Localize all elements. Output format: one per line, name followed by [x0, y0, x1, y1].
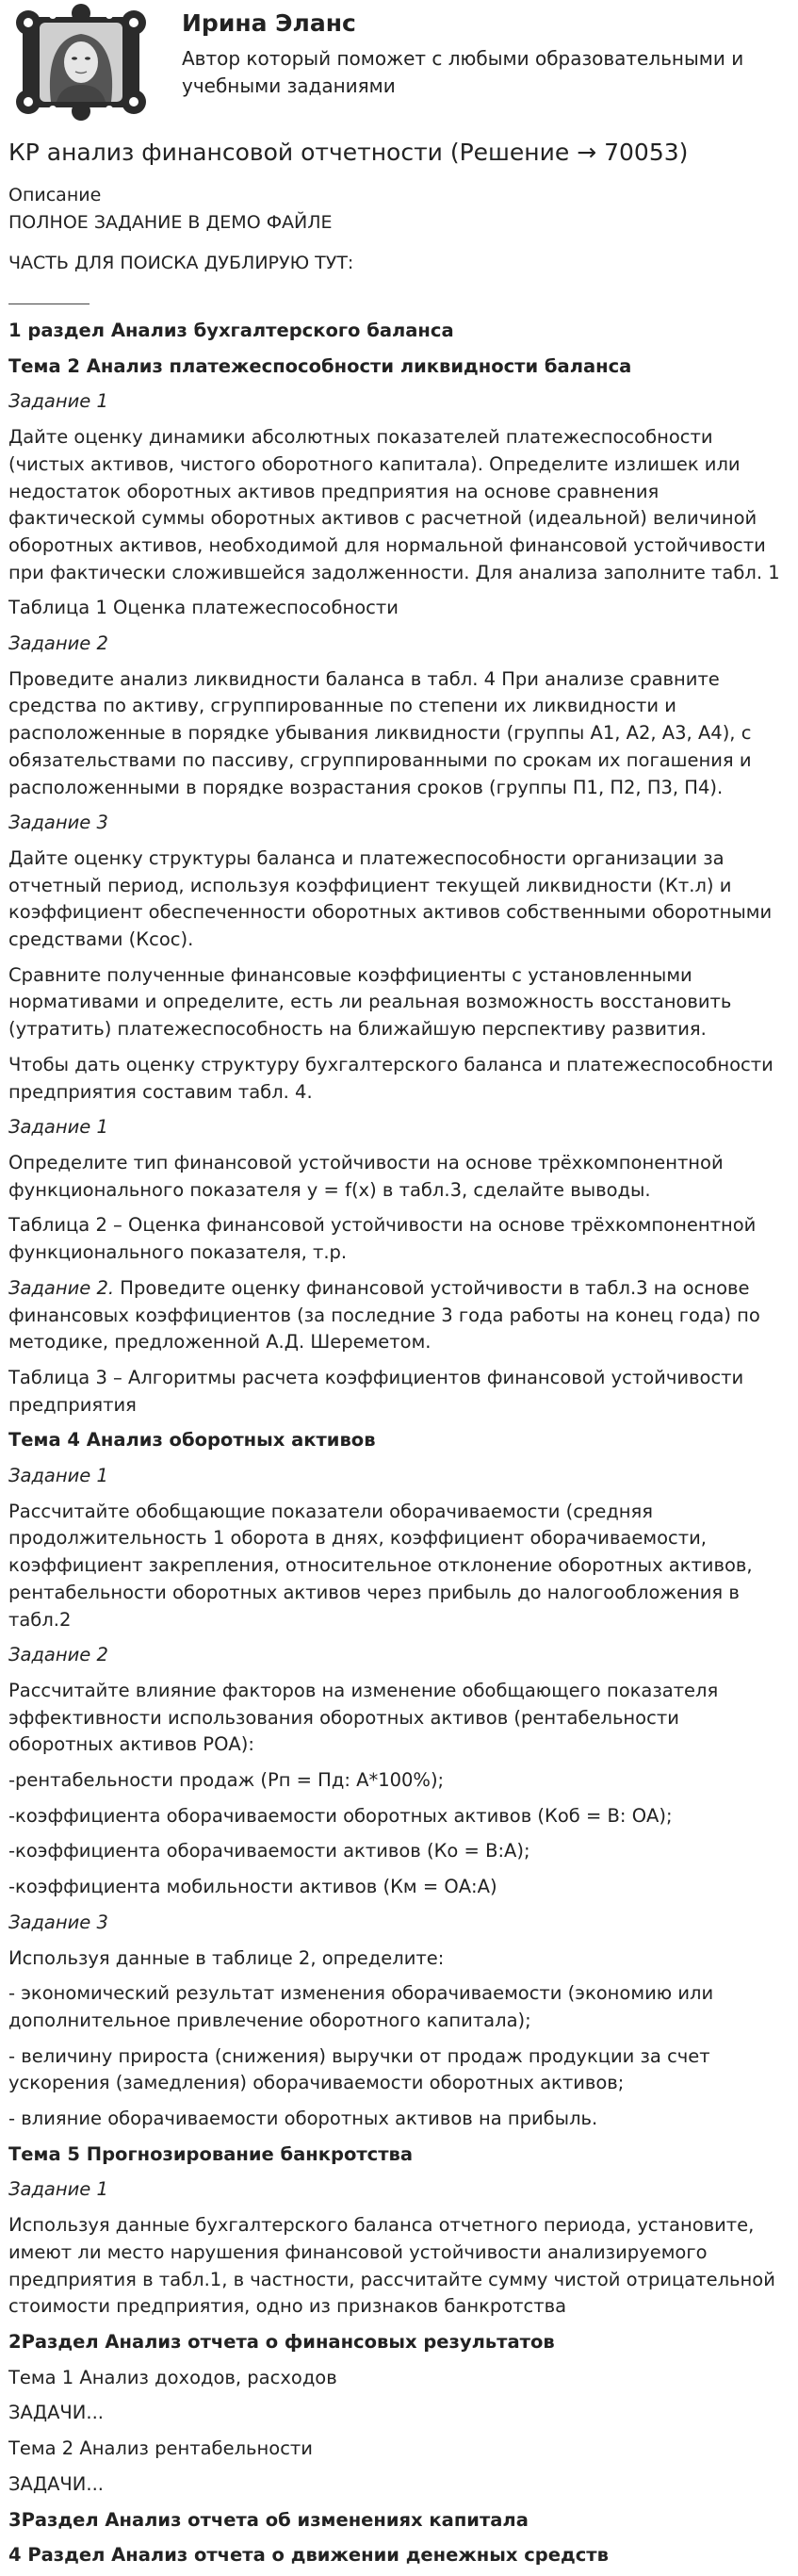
task-paragraph: - величину прироста (снижения) выручки от продаж продукции за счет ускорения (замедления) оборачиваемости оборотных активов; — [8, 2044, 710, 2094]
section-heading: 3Раздел Анализ отчета об изменениях капитала — [8, 2508, 529, 2531]
task-paragraph: Таблица 1 Оценка платежеспособности — [8, 597, 399, 619]
section-heading: Тема 4 Анализ оборотных активов — [8, 1429, 376, 1452]
task-paragraph: ЗАДАЧИ... — [8, 2402, 104, 2424]
full-task-note: ПОЛНОЕ ЗАДАНИЕ В ДЕМО ФАЙЛЕ — [8, 212, 333, 233]
title-spacer — [8, 169, 790, 182]
task-label: Задание 2. — [8, 1276, 115, 1299]
task-paragraph: Дайте оценку динамики абсолютных показателей платежеспособности (чистых активов, чистого оборотного капитала). Определите излишек или недостаток оборотных активов предприятия на основе сравнения фактической суммы оборотных активов с расчетной (идеальной) величиной оборотных активов, необходимой для нормальной финансовой устойчивости при фактически сложившейся задолженности. Для анализа заполните табл. 1 — [8, 426, 780, 583]
task-label: Задание 3 — [8, 1911, 108, 1933]
task-paragraph: -коэффициента мобильности активов (Км = ОА:А) — [8, 1876, 497, 1898]
description-label: Описание — [8, 185, 102, 205]
section-heading: Тема 2 Анализ платежеспособности ликвидности баланса — [8, 354, 632, 377]
section-heading: 2Раздел Анализ отчета о финансовых результатов — [8, 2331, 555, 2353]
task-paragraph: Рассчитайте влияние факторов на изменение обобщающего показателя эффективности использования оборотных активов (рентабельности оборотных активов РОА): — [8, 1679, 719, 1756]
task-paragraph: Чтобы дать оценку структуру бухгалтерского баланса и платежеспособности предприятия составим табл. 4. — [8, 1053, 774, 1103]
task-label: Задание 1 — [8, 2178, 108, 2201]
task-label: Задание 1 — [8, 1116, 108, 1139]
task-paragraph: Рассчитайте обобщающие показатели оборачиваемости (средняя продолжительность 1 оборота в днях, коэффициент оборачиваемости, коэффициент закрепления, относительное отклонение оборотных активов, рентабельности оборотных активов через прибыль до налогообложения в табл.2 — [8, 1500, 753, 1631]
task-paragraph: Дайте оценку структуры баланса и платежеспособности организации за отчетный период, используя коэффициент текущей ликвидности (Кт.л) и коэффициент обеспеченности оборотных активов собственными оборотными средствами (Ксос). — [8, 846, 773, 951]
task-paragraph: Используя данные бухгалтерского баланса отчетного периода, установите, имеют ли место нарушения финансовой устойчивости анализируемого предприятия в табл.1, в частности, рассчитайте сумму чистой отрицательной стоимости предприятия, одно из признаков банкротства — [8, 2214, 775, 2318]
task-text: Проведите оценку финансовой устойчивости в табл.3 на основе финансовых коэффициентов (за последние 3 года работы на конец года) по методике, предложенной А.Д. Шереметом. — [8, 1276, 760, 1354]
task-label: Задание 1 — [8, 1465, 108, 1487]
task-paragraph: Сравните полученные финансовые коэффициенты с установленными нормативами и определите, есть ли реальная возможность восстановить (утратить) платежеспособность на ближайшую перспективу развития. — [8, 963, 732, 1041]
task-label: Задание 2 — [8, 632, 108, 655]
task-label: Задание 1 — [8, 390, 108, 413]
task-content — [8, 318, 790, 2569]
task-paragraph: Таблица 3 – Алгоритмы расчета коэффициентов финансовой устойчивости предприятия — [8, 1366, 744, 1416]
author-description: Автор который поможет с любыми образовательными и учебными заданиями — [182, 47, 744, 97]
task-paragraph: Проведите анализ ликвидности баланса в табл. 4 При анализе сравните средства по активу, сгруппированные по степени их ликвидности и расположенные в порядке убывания ликвидности (группы А1, А2, А3, А4), с обязательствами по пассиву, сгруппированными по срокам их погашения и расположенными в порядке возрастания сроков (группы П1, П2, П3, П4). — [8, 667, 752, 798]
author-name[interactable]: Ирина Эланс — [182, 9, 356, 37]
task-paragraph: -коэффициента оборачиваемости оборотных активов (Коб = В: ОА); — [8, 1804, 673, 1827]
task-paragraph: Тема 1 Анализ доходов, расходов — [8, 2366, 337, 2388]
task-paragraph: - экономический результат изменения оборачиваемости (экономию или дополнительное привлечение оборотного капитала); — [8, 1982, 714, 2031]
page-title: КР анализ финансовой отчетности (Решение → 70053) — [8, 139, 689, 166]
task-paragraph: ЗАДАЧИ... — [8, 2472, 104, 2495]
author-header — [8, 0, 790, 132]
search-note: ЧАСТЬ ДЛЯ ПОИСКА ДУБЛИРУЮ ТУТ: — [8, 253, 354, 273]
task-paragraph — [8, 1275, 790, 1356]
task-paragraph: Используя данные в таблице 2, определите: — [8, 1946, 445, 1969]
task-paragraph: Таблица 2 – Оценка финансовой устойчивости на основе трёхкомпонентной функционального показателя, т.р. — [8, 1214, 757, 1264]
section-heading: 1 раздел Анализ бухгалтерского баланса — [8, 320, 454, 341]
task-paragraph: Определите тип финансовой устойчивости на основе трёхкомпонентной функционального показателя y = f(x) в табл.3, сделайте выводы. — [8, 1151, 724, 1201]
section-heading: 4 Раздел Анализ отчета о движении денежных средств — [8, 2544, 609, 2567]
task-label: Задание 3 — [8, 812, 108, 834]
task-paragraph: Тема 2 Анализ рентабельности — [8, 2437, 313, 2460]
author-avatar-icon[interactable] — [15, 4, 147, 121]
section-heading: Тема 5 Прогнозирование банкротства — [8, 2142, 413, 2165]
task-label: Задание 2 — [8, 1644, 108, 1666]
task-paragraph: - влияние оборачиваемости оборотных активов на прибыль. — [8, 2108, 598, 2130]
task-paragraph: -коэффициента оборачиваемости активов (Ко = В:А); — [8, 1840, 530, 1862]
note-spacer — [8, 237, 790, 250]
task-paragraph: -рентабельности продаж (Рп = Пд: А*100%); — [8, 1769, 445, 1792]
